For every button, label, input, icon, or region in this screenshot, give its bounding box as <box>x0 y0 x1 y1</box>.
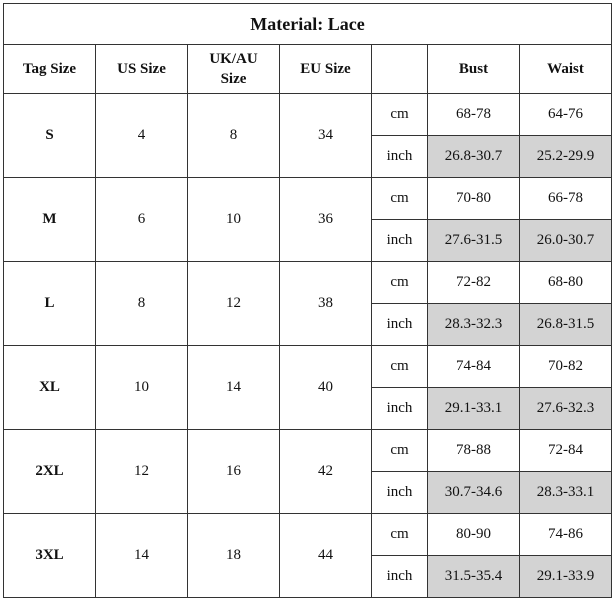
uk-au-size-cell: 10 <box>188 178 280 262</box>
unit-inch-label: inch <box>372 304 428 346</box>
bust-cm-cell: 70-80 <box>428 178 520 220</box>
header-unit <box>372 45 428 94</box>
unit-inch-label: inch <box>372 472 428 514</box>
bust-cm-cell: 72-82 <box>428 262 520 304</box>
unit-cm-label: cm <box>372 178 428 220</box>
unit-cm-label: cm <box>372 430 428 472</box>
bust-cm-cell: 78-88 <box>428 430 520 472</box>
waist-inch-cell: 25.2-29.9 <box>520 136 612 178</box>
uk-au-size-cell: 8 <box>188 94 280 178</box>
header-uk-au-size <box>188 45 280 94</box>
unit-cm-label: cm <box>372 514 428 556</box>
unit-inch-label: inch <box>372 220 428 262</box>
us-size-cell: 12 <box>96 430 188 514</box>
waist-inch-cell: 29.1-33.9 <box>520 556 612 598</box>
waist-inch-cell: 26.8-31.5 <box>520 304 612 346</box>
waist-inch-cell: 27.6-32.3 <box>520 388 612 430</box>
header-row <box>4 45 612 94</box>
table-row <box>4 346 612 388</box>
size-chart <box>3 3 612 598</box>
header-uk-au-line2: Size <box>220 71 247 87</box>
uk-au-size-cell: 18 <box>188 514 280 598</box>
waist-cm-cell: 66-78 <box>520 178 612 220</box>
waist-inch-cell: 28.3-33.1 <box>520 472 612 514</box>
unit-cm-label: cm <box>372 262 428 304</box>
waist-cm-cell: 74-86 <box>520 514 612 556</box>
us-size-cell: 4 <box>96 94 188 178</box>
unit-inch-label: inch <box>372 388 428 430</box>
header-waist: Waist <box>520 45 612 94</box>
waist-cm-cell: 72-84 <box>520 430 612 472</box>
eu-size-cell: 34 <box>280 94 372 178</box>
unit-inch-label: inch <box>372 556 428 598</box>
table-row <box>4 178 612 220</box>
bust-inch-cell: 31.5-35.4 <box>428 556 520 598</box>
bust-cm-cell: 68-78 <box>428 94 520 136</box>
header-us-size: US Size <box>96 45 188 94</box>
uk-au-size-cell: 16 <box>188 430 280 514</box>
header-tag-size: Tag Size <box>4 45 96 94</box>
unit-inch-label: inch <box>372 136 428 178</box>
header-bust: Bust <box>428 45 520 94</box>
bust-cm-cell: 80-90 <box>428 514 520 556</box>
waist-cm-cell: 68-80 <box>520 262 612 304</box>
header-eu-size: EU Size <box>280 45 372 94</box>
us-size-cell: 14 <box>96 514 188 598</box>
unit-cm-label: cm <box>372 346 428 388</box>
header-uk-au-line1: UK/AU <box>209 51 258 67</box>
tag-size-cell: 3XL <box>4 514 96 598</box>
table-row <box>4 514 612 556</box>
tag-size-cell: 2XL <box>4 430 96 514</box>
eu-size-cell: 36 <box>280 178 372 262</box>
waist-cm-cell: 70-82 <box>520 346 612 388</box>
tag-size-cell: L <box>4 262 96 346</box>
bust-cm-cell: 74-84 <box>428 346 520 388</box>
uk-au-size-cell: 14 <box>188 346 280 430</box>
uk-au-size-cell: 12 <box>188 262 280 346</box>
size-table <box>3 3 612 598</box>
eu-size-cell: 40 <box>280 346 372 430</box>
bust-inch-cell: 27.6-31.5 <box>428 220 520 262</box>
bust-inch-cell: 28.3-32.3 <box>428 304 520 346</box>
tag-size-cell: M <box>4 178 96 262</box>
us-size-cell: 6 <box>96 178 188 262</box>
table-row <box>4 430 612 472</box>
table-title: Material: Lace <box>4 4 612 45</box>
bust-inch-cell: 26.8-30.7 <box>428 136 520 178</box>
eu-size-cell: 38 <box>280 262 372 346</box>
bust-inch-cell: 30.7-34.6 <box>428 472 520 514</box>
tag-size-cell: XL <box>4 346 96 430</box>
bust-inch-cell: 29.1-33.1 <box>428 388 520 430</box>
table-row <box>4 262 612 304</box>
tag-size-cell: S <box>4 94 96 178</box>
unit-cm-label: cm <box>372 94 428 136</box>
us-size-cell: 8 <box>96 262 188 346</box>
table-row <box>4 94 612 136</box>
us-size-cell: 10 <box>96 346 188 430</box>
waist-inch-cell: 26.0-30.7 <box>520 220 612 262</box>
eu-size-cell: 42 <box>280 430 372 514</box>
waist-cm-cell: 64-76 <box>520 94 612 136</box>
eu-size-cell: 44 <box>280 514 372 598</box>
